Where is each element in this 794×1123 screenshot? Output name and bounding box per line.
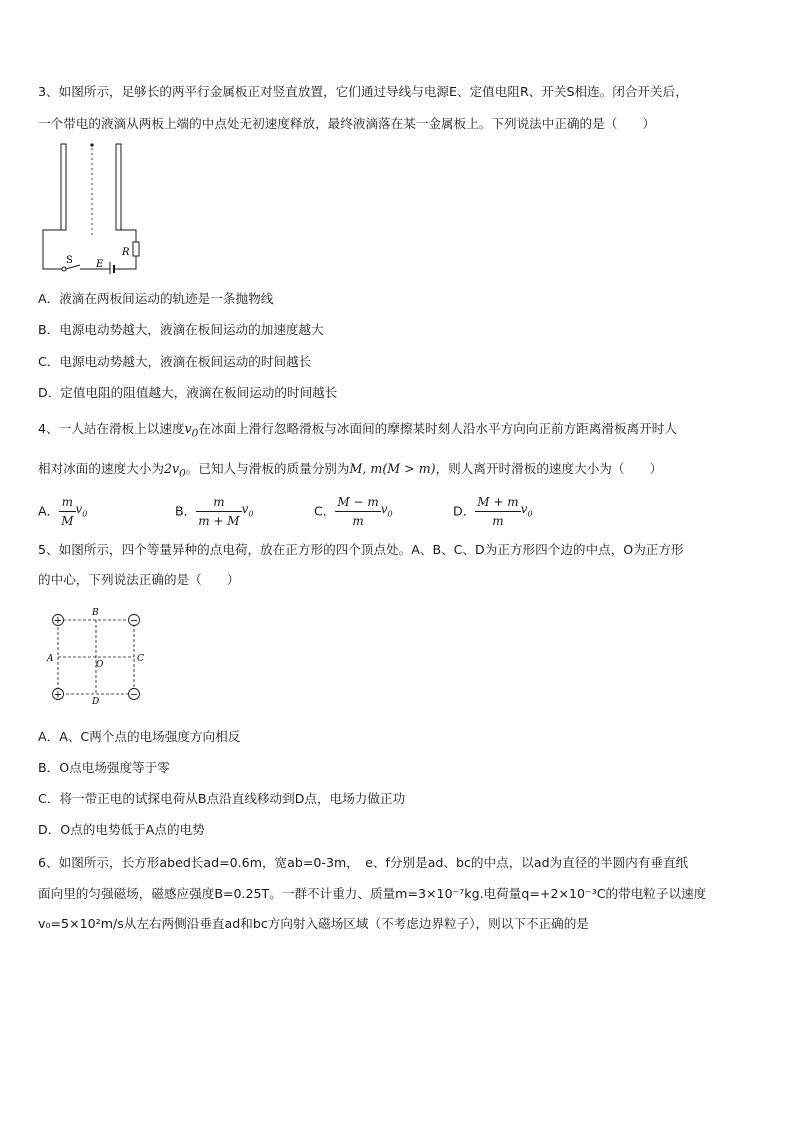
q3-stem-line2: 一个带电的液滴从两板上端的中点处无初速度释放，最终液滴落在某一金属板上。下列说法中正确的是（ ） [38,116,656,131]
charge-top-left-positive [53,615,64,627]
label-c: C [137,654,144,664]
label-s: S [66,255,73,266]
q6-stem-line3: v₀=5×10²m/s从左右两侧沿垂直ad和bc方向射入磁场区域（不考虑边界粒子），则以下不正确的是 [38,916,589,931]
q3-option-c: C．电源电动势越大，液滴在板间运动的时间越长 [38,354,312,369]
right-metal-plate [116,144,121,230]
q3-option-a: A．液滴在两板间运动的轨迹是一条抛物线 [38,291,274,306]
label-o: O [96,660,104,670]
label-d: D [92,697,100,706]
svg-text:−: − [129,689,139,701]
left-metal-plate [61,144,66,230]
charge-top-right-negative [129,615,140,627]
q6-stem-line1: 6、如图所示，长方形abed长ad=0.6m，宽ab=0-3m， e、f分别是ad、bc的中点，以ad为直径的半圆内有垂直纸 [38,855,689,870]
svg-text:+: + [53,689,63,701]
droplet-dot [90,143,93,146]
q3-stem-line1: 3、如图所示，足够长的两平行金属板正对竖直放置，它们通过导线与电源E、定值电阻R、开关S相连。闭合开关后， [38,84,688,99]
q4-masses: M, m(M > m) [349,461,436,476]
q5-option-b: B．O点电场强度等于零 [38,760,170,775]
label-e: E [96,259,104,270]
q4-2v0: $2v_0$ [163,461,186,480]
q4-option-c: C． $\frac{M - m}{m}$ $v_0$ [314,495,393,528]
svg-text:+: + [53,615,63,627]
q3-circuit-figure [40,140,144,274]
q5-stem-line1: 5、如图所示，四个等量异种的点电荷，放在正方形的四个顶点处。A、B、C、D为正方形四个边的中点，O为正方形 [38,542,684,557]
q3-option-d: D．定值电阻的阻值越大，液滴在板间运动的时间越长 [38,385,338,400]
q4-option-d: D． $\frac{M + m}{m}$ $v_0$ [453,495,533,528]
q5-option-c: C．将一带正电的试探电荷从B点沿直线移动到D点，电场力做正功 [38,791,406,806]
q4-stem-line2-b: 。已知人与滑板的质量分别为 [185,461,350,476]
label-a: A [47,654,54,664]
q5-stem-line2: 的中心，下列说法正确的是（ ） [38,572,240,587]
q4-stem-line2 [38,461,662,482]
resistor-r [133,242,139,256]
charge-bottom-left-positive [53,689,64,701]
svg-text:−: − [129,615,139,627]
q4-stem-line1-b: 在冰面上滑行忽略滑板与冰面间的摩擦某时刻人沿水平方向向正前方距离滑板离开时人 [198,421,677,436]
label-b: B [92,608,99,618]
q5-option-d: D．O点的电势低于A点的电势 [38,822,205,837]
q4-stem-line1-a: 4、一人站在滑板上以速度 [38,421,185,436]
q3-option-b: B．电源电动势越大，液滴在板间运动的加速度越大 [38,322,324,337]
q5-square-figure [44,604,148,706]
q4-v0: $v_0$ [184,421,199,440]
q4-stem-line2-c: ，则人离开时滑板的速度大小为（ ） [435,461,663,476]
q4-option-b: B． $\frac{m}{m + M}$ $v_0$ [175,495,254,528]
q4-stem-line2-a: 相对冰面的速度大小为 [38,461,164,476]
charge-bottom-right-negative [129,689,140,701]
q6-stem-line2: 面向里的匀强磁场，磁感应强度B=0.25T。一群不计重力、质量m=3×10⁻⁷kg.电荷量q=+2×10⁻³C的带电粒子以速度 [38,886,707,901]
switch-s [62,267,66,271]
label-r: R [122,247,130,258]
q5-option-a: A．A、C两个点的电场强度方向相反 [38,729,241,744]
q4-option-a: A． $\frac{m}{M}$ $v_0$ [38,495,88,528]
q4-stem-line1 [38,421,677,442]
